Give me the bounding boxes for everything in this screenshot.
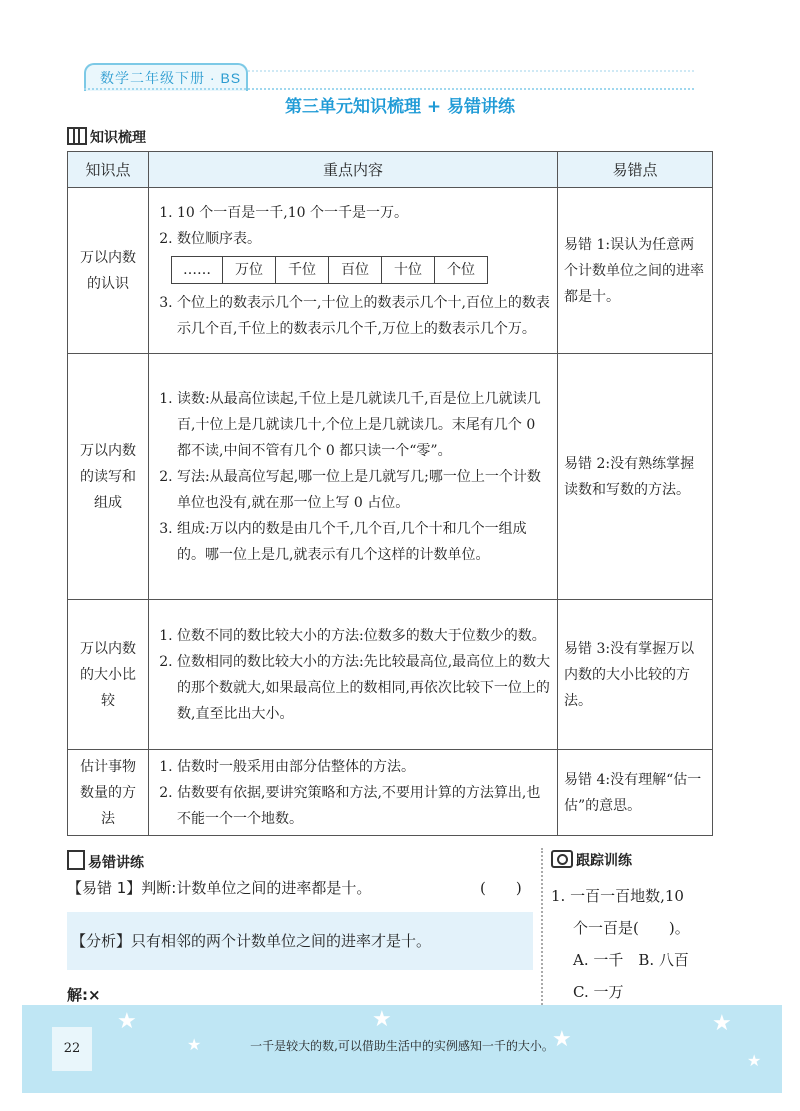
point-item: 2. 估数要有依据,要讲究策略和方法,不要用计算的方法算出,也不能一个一个地数。: [177, 780, 551, 832]
place-cell: 十位: [382, 256, 435, 283]
header-rule: [84, 88, 694, 90]
place-cell: 百位: [329, 256, 382, 283]
place-cell: ……: [172, 256, 223, 283]
star-icon: ★: [372, 1007, 392, 1032]
place-cell: 千位: [276, 256, 329, 283]
knowledge-heading: 知识梳理: [67, 127, 146, 147]
error-cell: 易错 4:没有理解“估一估”的意思。: [558, 750, 713, 836]
table-row: [68, 600, 713, 750]
point-item: 1. 估数时一般采用由部分估整体的方法。: [177, 754, 551, 780]
topic-cell: 万以内数的认识: [68, 188, 149, 354]
point-item: 2. 位数相同的数比较大小的方法:先比较最高位,最高位上的数大的那个数就大,如果最高位上的数相同,再依次比较下一位上的数,直至比出大小。: [177, 649, 551, 727]
content-cell: [149, 600, 558, 750]
question-line: 个一百是( )。: [573, 919, 690, 937]
footer-tip: 一千是较大的数,可以借助生活中的实例感知一千的大小。: [250, 1039, 554, 1053]
point-item: 2. 写法:从最高位写起,哪一位上是几就写几;哪一位上一个计数单位也没有,就在那一位上写 0 占位。: [177, 464, 551, 516]
camera-icon: [551, 850, 573, 868]
point-item: 1. 读数:从最高位读起,千位上是几就读几千,百是位上几就读几百,十位上是几就读几十,个位上是几就读几。末尾有几个 0 都不读,中间不管有几个 0 都只读一个“零”。: [177, 386, 551, 464]
table-header-row: [68, 152, 713, 188]
star-icon: ★: [712, 1011, 732, 1036]
column-header: 知识点: [68, 152, 149, 188]
header-rule-top: [244, 70, 694, 72]
place-value-table: [171, 256, 488, 284]
content-cell: [149, 750, 558, 836]
practice-question: [551, 880, 751, 1008]
column-divider: [541, 848, 543, 1008]
star-icon: ★: [117, 1009, 137, 1034]
error-cell: 易错 1:误认为任意两个计数单位之间的进率都是十。: [558, 188, 713, 354]
footer-band: [22, 1005, 782, 1093]
table-row: [68, 354, 713, 600]
point-item: 3. 组成:万以内的数是由几个千,几个百,几个十和几个一组成的。哪一位上是几,就表示有几个这样的计数单位。: [177, 516, 551, 568]
answer-parentheses: ( ): [480, 879, 522, 897]
point-item: 2. 数位顺序表。 …… 万位 千位 百位 十位 个位: [177, 226, 551, 284]
star-icon: ★: [552, 1027, 572, 1052]
place-cell: 万位: [223, 256, 276, 283]
book-tag: 数学二年级下册 · BS: [84, 63, 248, 91]
error-cell: 易错 3:没有掌握万以内数的大小比较的方法。: [558, 600, 713, 750]
options-line: C. 一万: [573, 983, 624, 1001]
exercise-question: 【易错 1】判断:计数单位之间的进率都是十。: [67, 879, 372, 897]
practice-heading: 跟踪训练: [551, 850, 632, 870]
options-line: A. 一千 B. 八百: [573, 951, 689, 969]
table-icon: [67, 127, 87, 145]
topic-cell: 估计事物数量的方法: [68, 750, 149, 836]
question-line: 1. 一百一百地数,10: [551, 887, 684, 905]
point-item: 1. 位数不同的数比较大小的方法:位数多的数大于位数少的数。: [177, 623, 551, 649]
page-number: 22: [52, 1027, 92, 1071]
error-cell: 易错 2:没有熟练掌握读数和写数的方法。: [558, 354, 713, 600]
analysis-box: [67, 912, 533, 970]
page-title: 第三单元知识梳理 + 易错讲练: [284, 97, 516, 117]
topic-cell: 万以内数的大小比较: [68, 600, 149, 750]
content-cell: [149, 188, 558, 354]
point-item: 1. 10 个一百是一千,10 个一千是一万。: [177, 200, 551, 226]
exercise-heading: 易错讲练: [67, 850, 144, 872]
content-cell: [149, 354, 558, 600]
knowledge-table: [67, 151, 713, 836]
answer-text: 解:×: [67, 986, 101, 1004]
book-icon: [67, 850, 85, 870]
star-icon: ★: [187, 1035, 202, 1054]
star-icon: ★: [747, 1051, 762, 1070]
table-row: [68, 750, 713, 836]
table-row: [68, 188, 713, 354]
point-item: 3. 个位上的数表示几个一,十位上的数表示几个十,百位上的数表示几个百,千位上的数表示几个千,万位上的数表示几个万。: [177, 290, 551, 342]
topic-cell: 万以内数的读写和组成: [68, 354, 149, 600]
analysis-text: 【分析】只有相邻的两个计数单位之间的进率才是十。: [71, 932, 432, 950]
column-header: 重点内容: [149, 152, 558, 188]
column-header: 易错点: [558, 152, 713, 188]
place-cell: 个位: [435, 256, 488, 283]
